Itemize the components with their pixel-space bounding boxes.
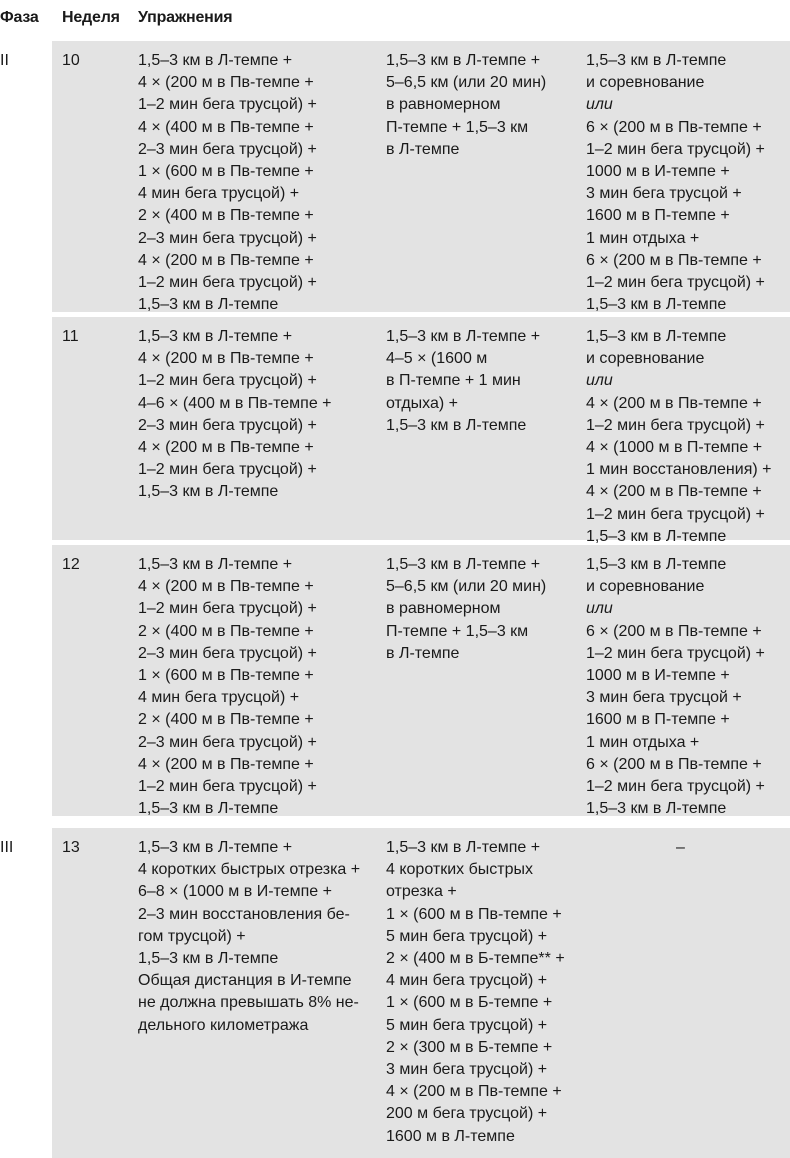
exercise-line: 2–3 мин бега трусцой) + — [138, 644, 317, 662]
exercise-line: 1 мин отдыха + — [586, 733, 700, 751]
exercise-cell-1 — [138, 326, 332, 504]
exercise-line: 1–2 мин бега трусцой) + — [586, 505, 765, 523]
exercise-line: 200 м бега трусцой) + — [386, 1105, 548, 1123]
exercise-line: и соревнование — [586, 578, 705, 596]
exercise-line: 1,5–3 км в Л-темпе + — [138, 839, 293, 856]
exercise-line: 4–6 × (400 м в Пв-темпе + — [138, 394, 332, 412]
exercise-line: 5 мин бега трусцой) + — [386, 1016, 548, 1034]
header-phase: Фаза — [0, 9, 39, 26]
exercise-line: 4 × (200 м в Пв-темпе + — [138, 755, 314, 773]
exercise-line: 2–3 мин бега трусцой) + — [138, 416, 317, 434]
exercise-line: не должна превышать 8% не- — [138, 994, 359, 1012]
exercise-line: Общая дистанция в И-темпе — [138, 972, 352, 990]
exercise-line: 3 мин бега трусцой) + — [386, 1061, 548, 1079]
exercise-line: П-темпе + 1,5–3 км — [386, 118, 529, 136]
exercise-line: 1–2 мин бега трусцой) + — [138, 274, 317, 292]
exercise-line: 1600 м в Л-темпе — [386, 1127, 515, 1145]
exercise-cell-2 — [386, 50, 546, 161]
exercise-line: 1,5–3 км в Л-темпе + — [138, 556, 293, 573]
exercise-line: 1000 м в И-темпе + — [586, 667, 730, 685]
exercise-cell-1 — [138, 837, 360, 1037]
exercise-line: 5–6,5 км (или 20 мин) — [386, 74, 547, 92]
exercise-cell-3 — [586, 50, 765, 316]
exercise-cell-2 — [386, 837, 565, 1148]
header-exercises: Упражнения — [138, 9, 233, 26]
exercise-line: или — [586, 600, 613, 618]
exercise-line: 1,5–3 км в Л-темпе + — [138, 328, 293, 345]
exercise-line: в равномерном — [386, 600, 501, 618]
exercise-line: гом трусцой) + — [138, 927, 246, 945]
table-row — [0, 317, 790, 545]
exercise-line: 1,5–3 км в Л-темпе + — [386, 52, 541, 69]
exercise-line: 1600 м в П-темпе + — [586, 711, 730, 729]
week-cell: 11 — [62, 328, 79, 345]
exercise-line: 1,5–3 км в Л-темпе — [586, 296, 727, 314]
table-row — [0, 828, 790, 1158]
exercise-line: 5 мин бега трусцой) + — [386, 927, 548, 945]
exercise-line: 1–2 мин бега трусцой) + — [138, 372, 317, 390]
exercise-line: 4 мин бега трусцой) + — [138, 185, 300, 203]
exercise-line: 4 × (200 м в Пв-темпе + — [138, 439, 314, 457]
exercise-line: 4 мин бега трусцой) + — [386, 972, 548, 990]
exercise-line: 4 коротких быстрых — [386, 861, 533, 879]
exercise-line: 1–2 мин бега трусцой) + — [138, 96, 317, 114]
exercise-line: в Л-темпе — [386, 140, 460, 158]
exercise-line: 4 × (200 м в Пв-темпе + — [138, 578, 314, 596]
exercise-line: в равномерном — [386, 96, 501, 114]
exercise-line: 1 мин отдыха + — [586, 229, 700, 247]
exercise-cell-2 — [386, 326, 540, 437]
exercise-line: 4 × (1000 м в П-темпе + — [586, 439, 763, 457]
exercise-line: 1–2 мин бега трусцой) + — [138, 600, 317, 618]
exercise-line: 6–8 × (1000 м в И-темпе + — [138, 883, 332, 901]
exercise-line: – — [676, 839, 685, 856]
exercise-line: 1–2 мин бега трусцой) + — [586, 416, 765, 434]
exercise-line: 4 коротких быстрых отрезка + — [138, 861, 361, 879]
exercise-line: П-темпе + 1,5–3 км — [386, 622, 529, 640]
exercise-line: 1,5–3 км в Л-темпе — [138, 950, 279, 968]
exercise-line: 1,5–3 км в Л-темпе + — [138, 52, 293, 69]
exercise-cell-1 — [138, 554, 317, 820]
exercise-line: 1000 м в И-темпе + — [586, 163, 730, 181]
exercise-line: 1600 м в П-темпе + — [586, 207, 730, 225]
exercise-line: 2 × (400 м в Б-темпе** + — [386, 950, 565, 968]
week-cell: 10 — [62, 52, 80, 69]
exercise-line: 3 мин бега трусцой + — [586, 185, 742, 203]
exercise-line: 4 × (200 м в Пв-темпе + — [586, 394, 762, 412]
exercise-line: 1–2 мин бега трусцой) + — [586, 644, 765, 662]
exercise-line: 2 × (400 м в Пв-темпе + — [138, 711, 314, 729]
exercise-line: 1,5–3 км в Л-темпе — [138, 296, 279, 314]
exercise-line: 6 × (200 м в Пв-темпе + — [586, 755, 762, 773]
exercise-line: 1,5–3 км в Л-темпе + — [386, 328, 541, 345]
exercise-line: 4 × (200 м в Пв-темпе + — [138, 350, 314, 368]
exercise-line: 6 × (200 м в Пв-темпе + — [586, 118, 762, 136]
exercise-line: 1–2 мин бега трусцой) + — [586, 140, 765, 158]
exercise-line: 2–3 мин бега трусцой) + — [138, 140, 317, 158]
exercise-line: и соревнование — [586, 74, 705, 92]
exercise-line: 2 × (400 м в Пв-темпе + — [138, 622, 314, 640]
header-week: Неделя — [62, 9, 120, 26]
exercise-line: 2 × (400 м в Пв-темпе + — [138, 207, 314, 225]
week-cell: 12 — [62, 556, 80, 573]
exercise-line: 4 × (200 м в Пв-темпе + — [586, 483, 762, 501]
exercise-cell-1 — [138, 50, 317, 316]
exercise-line: 1–2 мин бега трусцой) + — [586, 778, 765, 796]
exercise-line: 2–3 мин бега трусцой) + — [138, 229, 317, 247]
exercise-cell-3 — [676, 837, 685, 859]
week-cell: 13 — [62, 839, 80, 856]
exercise-line: 1 мин восстановления) + — [586, 461, 772, 479]
exercise-line: 1 × (600 м в Пв-темпе + — [386, 905, 562, 923]
exercise-line: 1,5–3 км в Л-темпе — [386, 416, 527, 434]
exercise-line: дельного километража — [138, 1016, 309, 1034]
exercise-line: 1,5–3 км в Л-темпе — [586, 527, 727, 545]
table-row — [0, 41, 790, 312]
exercise-line: или — [586, 372, 613, 390]
exercise-line: 1,5–3 км в Л-темпе — [586, 328, 727, 345]
exercise-line: 2 × (300 м в Б-темпе + — [386, 1038, 553, 1056]
exercise-line: 4 × (400 м в Пв-темпе + — [138, 118, 314, 136]
exercise-cell-3 — [586, 554, 765, 820]
exercise-line: 1,5–3 км в Л-темпе + — [386, 839, 541, 856]
exercise-line: 2–3 мин бега трусцой) + — [138, 733, 317, 751]
exercise-line: 2–3 мин восстановления бе- — [138, 905, 350, 923]
exercise-line: 1,5–3 км в Л-темпе — [586, 800, 727, 818]
exercise-line: или — [586, 96, 613, 114]
exercise-cell-2 — [386, 554, 546, 665]
exercise-line: 1 × (600 м в Б-темпе + — [386, 994, 553, 1012]
exercise-line: 5–6,5 км (или 20 мин) — [386, 578, 547, 596]
table-row — [0, 545, 790, 816]
exercise-line: 1,5–3 км в Л-темпе — [586, 556, 727, 573]
table-header — [0, 0, 790, 40]
exercise-line: и соревнование — [586, 350, 705, 368]
exercise-line: в П-темпе + 1 мин — [386, 372, 521, 390]
exercise-line: 3 мин бега трусцой + — [586, 689, 742, 707]
phase-cell: III — [0, 839, 14, 856]
exercise-line: 1,5–3 км в Л-темпе — [138, 800, 279, 818]
exercise-line: 1–2 мин бега трусцой) + — [138, 461, 317, 479]
exercise-line: 4 × (200 м в Пв-темпе + — [138, 74, 314, 92]
exercise-line: 1,5–3 км в Л-темпе — [138, 483, 279, 501]
phase-cell: II — [0, 52, 9, 69]
exercise-line: отрезка + — [386, 883, 457, 901]
exercise-line: 1,5–3 км в Л-темпе + — [386, 556, 541, 573]
exercise-line: 1–2 мин бега трусцой) + — [586, 274, 765, 292]
exercise-line: 4–5 × (1600 м — [386, 350, 488, 368]
exercise-line: 1–2 мин бега трусцой) + — [138, 778, 317, 796]
exercise-line: 4 × (200 м в Пв-темпе + — [386, 1083, 562, 1101]
exercise-line: 1 × (600 м в Пв-темпе + — [138, 667, 314, 685]
exercise-line: 6 × (200 м в Пв-темпе + — [586, 622, 762, 640]
exercise-cell-3 — [586, 326, 771, 548]
exercise-line: 1 × (600 м в Пв-темпе + — [138, 163, 314, 181]
exercise-line: 4 мин бега трусцой) + — [138, 689, 300, 707]
exercise-line: 4 × (200 м в Пв-темпе + — [138, 251, 314, 269]
exercise-line: 6 × (200 м в Пв-темпе + — [586, 251, 762, 269]
exercise-line: отдыха) + — [386, 394, 459, 412]
exercise-line: 1,5–3 км в Л-темпе — [586, 52, 727, 69]
exercise-line: в Л-темпе — [386, 644, 460, 662]
